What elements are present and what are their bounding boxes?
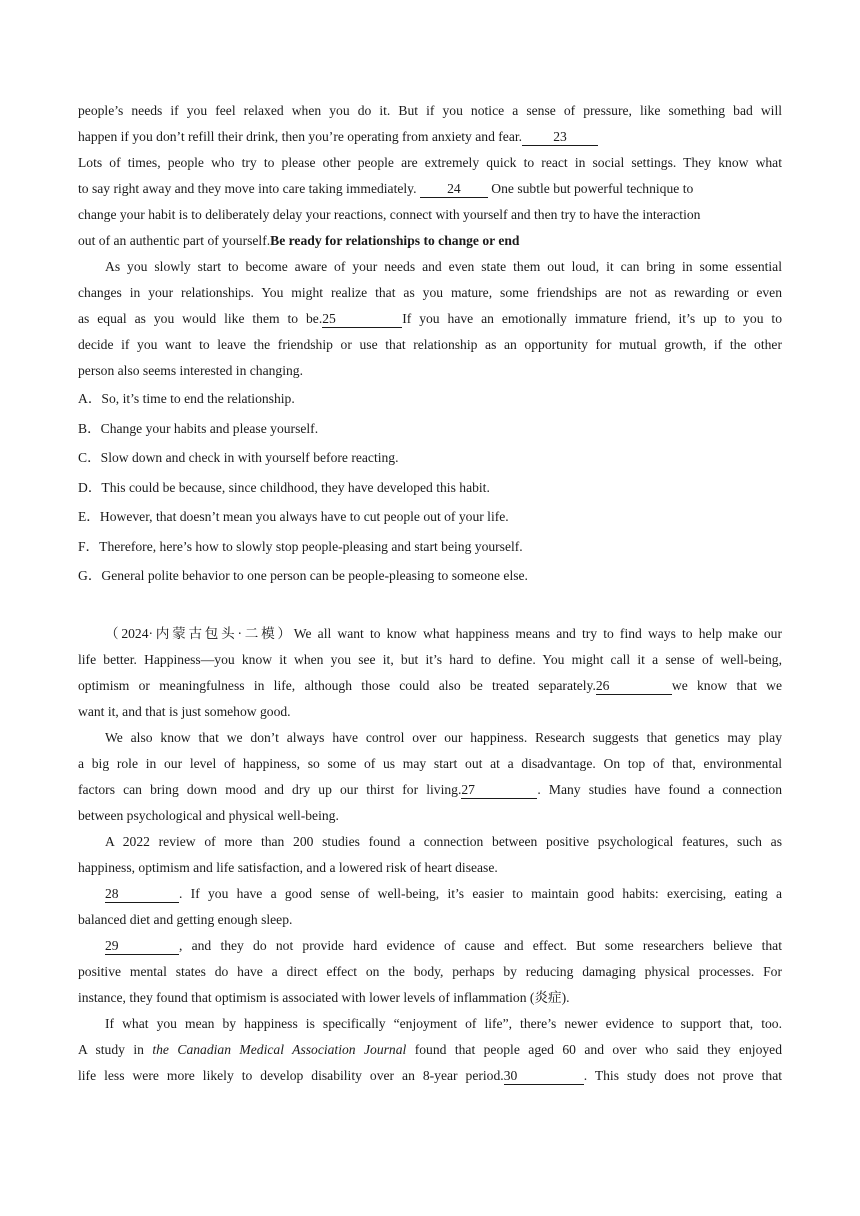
text-line: A study in the Canadian Medical Association Journal found that people aged 60 and over who said they enjoyed [78,1041,782,1057]
text-line: life better. Happiness—you know it when you see it, but it’s hard to define. You might call it a sense of well-being, [78,651,782,667]
option-b: B．Change your habits and please yourself. [78,420,319,436]
text-line: people’s needs if you feel relaxed when you do it. But if you notice a sense of pressure, like something bad will [78,103,782,118]
spacer [78,591,782,621]
option-d: D．This could be because, since childhood, they have developed this habit. [78,479,490,495]
option-g: G．General polite behavior to one person can be people-pleasing to someone else. [78,568,528,583]
answer-blank-30: 30 [504,1068,584,1085]
text-line: decide if you want to leave the friendship or use that relationship as an opportunity for mutual growth, if the other [78,337,782,352]
text-line: A 2022 review of more than 200 studies found a connection between positive psychological features, such as [105,833,782,849]
text-line: happiness, optimism and life satisfaction, and a lowered risk of heart disease. [78,859,498,875]
text-line: 29 , and they do not provide hard evidence of cause and effect. But some researchers believe that [105,937,782,953]
option-c: C．Slow down and check in with yourself before reacting. [78,450,399,465]
answer-blank-25: 25 [322,311,402,328]
text-line: positive mental states do have a direct effect on the body, perhaps by reducing damaging physical processes. For [78,963,782,979]
text-line: as equal as you would like them to be.25 If you have an emotionally immature friend, it’s up to you to [78,311,782,326]
answer-blank-28: 28 [105,886,179,903]
text-line: As you slowly start to become aware of your needs and even state them out loud, it can bring in some essential [105,259,782,274]
section-heading: Be ready for relationships to change or end [270,233,520,248]
text-line: 28 . If you have a good sense of well-being, it’s easier to maintain good habits: exercising, eating a [105,885,782,901]
text-line: change your habit is to deliberately delay your reactions, connect with yourself and then try to have the interaction [78,207,701,222]
text-line: life less were more likely to develop disability over an 8-year period.30 . This study does not prove that [78,1067,783,1083]
option-e: E．However, that doesn’t mean you always have to cut people out of your life. [78,509,509,524]
text-line: We also know that we don’t always have control over our happiness. Research suggests that genetics may play [105,729,782,745]
answer-blank-23: 23 [522,129,598,146]
answer-blank-29: 29 [105,938,179,955]
source-label: （2024·内蒙古包头·二模） [105,625,294,641]
text-line: person also seems interested in changing. [78,363,303,378]
text-line: （2024·内蒙古包头·二模）We all want to know what happiness means and try to find ways to help make our [105,625,782,641]
text-line: balanced diet and getting enough sleep. [78,911,293,927]
document-page [78,98,782,1089]
journal-title: the Canadian Medical Association Journal [152,1041,407,1057]
text-line: to say right away and they move into care taking immediately. 24 One subtle but powerful technique to [78,181,694,196]
text-line: want it, and that is just somehow good. [78,703,291,719]
text-line: instance, they found that optimism is associated with lower levels of inflammation (炎症). [78,989,570,1005]
text-line: a big role in our level of happiness, so some of us may start out at a disadvantage. On top of that, environmental [78,755,782,771]
answer-blank-24: 24 [420,181,488,198]
text-line: optimism or meaningfulness in life, although those could also be treated separately.26 we know that we [78,677,782,693]
text-line: factors can bring down mood and dry up our thirst for living.27 . Many studies have found a connection [78,781,782,797]
text-line: Lots of times, people who try to please other people are extremely quick to react in social settings. They know what [78,155,782,170]
option-f: F．Therefore, here’s how to slowly stop people-pleasing and start being yourself. [78,538,523,554]
option-a: A．So, it’s time to end the relationship. [78,391,295,406]
answer-blank-27: 27 [461,782,537,799]
answer-blank-26: 26 [596,678,672,695]
text-line: between psychological and physical well-being. [78,807,339,823]
text-line: happen if you don’t refill their drink, then you’re operating from anxiety and fear. 23 [78,124,782,150]
text-line: changes in your relationships. You might realize that as you mature, some friendships are not as rewarding or even [78,285,782,300]
text-line: If what you mean by happiness is specifically “enjoyment of life”, there’s newer evidence to support that, too. [105,1015,782,1031]
text-line: out of an authentic part of yourself.Be ready for relationships to change or end [78,233,520,248]
